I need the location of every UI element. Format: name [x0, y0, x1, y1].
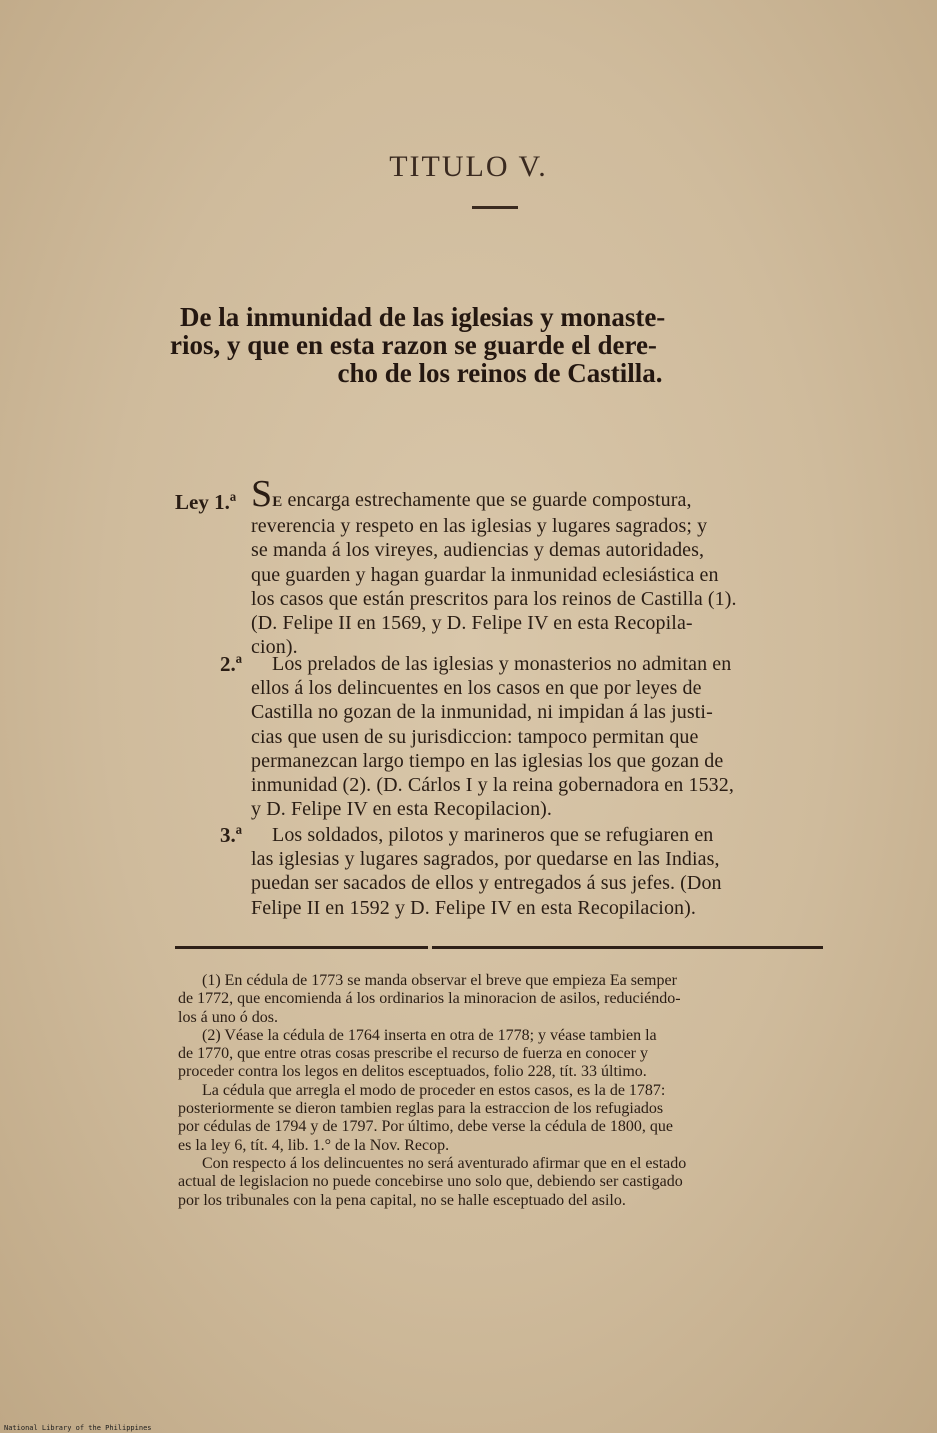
law-line — [251, 473, 826, 515]
law-line: las iglesias y lugares sagrados, por quedarse en las Indias, — [251, 848, 720, 871]
law-line: que guarden y hagan guardar la inmunidad eclesiástica en — [251, 563, 719, 586]
footnote-line: La cédula que arregla el modo de proceder en estos casos, es la de 1787: — [202, 1081, 666, 1099]
law-line: Felipe II en 1592 y D. Felipe IV en esta Recopilacion). — [251, 896, 697, 919]
subtitle-line: cho de los reinos de Castilla. — [337, 358, 663, 388]
footnote-line: actual de legislacion no puede concebirse uno solo que, debiendo ser castigado — [178, 1173, 683, 1191]
law-line: puedan ser sacados de ellos y entregados á sus jefes. (Don — [251, 872, 722, 895]
law-label: 2.ª — [220, 652, 243, 676]
section-subtitle — [170, 303, 830, 387]
law-line: cion). — [251, 636, 298, 659]
drop-cap: S — [251, 473, 273, 515]
footnote-line: de 1772, que encomienda á los ordinarios la minoracion de asilos, reduciéndo- — [178, 990, 681, 1008]
law-line: Los prelados de las iglesias y monasterios no admitan en — [272, 653, 732, 675]
law-line: se manda á los vireyes, audiencias y demas autoridades, — [251, 539, 705, 562]
footnote-line: (2) Véase la cédula de 1764 inserta en otra de 1778; y véase tambien la — [202, 1026, 657, 1044]
footnote-line: Con respecto á los delincuentes no será aventurado afirmar que en el estado — [202, 1154, 687, 1172]
footnotes — [178, 972, 830, 1210]
footnote-line: (1) En cédula de 1773 se manda observar el breve que empieza Ea semper — [202, 972, 677, 989]
law-text: encarga estrechamente que se guarde compostura, — [282, 489, 692, 511]
footnote-line: los á uno ó dos. — [178, 1008, 278, 1026]
law-line: inmunidad (2). (D. Cárlos I y la reina gobernadora en 1532, — [251, 774, 734, 796]
law-line: cias que usen de su jurisdiccion: tampoco permitan que — [251, 725, 699, 748]
footnote-line: por los tribunales con la pena capital, no se halle esceptuado del asilo. — [178, 1191, 626, 1209]
title-rule — [472, 206, 518, 209]
page-title: TITULO V. — [389, 150, 548, 183]
law-line: ellos á los delincuentes en los casos en que por leyes de — [251, 677, 702, 700]
law-line: y D. Felipe IV en esta Recopilacion). — [251, 798, 553, 821]
footnote-line: es la ley 6, tít. 4, lib. 1.° de la Nov. Recop. — [178, 1136, 450, 1154]
law-line: Castilla no gozan de la inmunidad, ni impidan á las justi- — [251, 701, 713, 724]
law-line: (D. Felipe II en 1569, y D. Felipe IV en esta Recopila- — [251, 612, 693, 635]
footnote-line: posteriormente se dieron tambien reglas para la estraccion de los refugiados — [178, 1100, 664, 1118]
law-line: los casos que están prescritos para los reinos de Castilla (1). — [251, 587, 737, 610]
law-label: Ley 1.ª — [175, 490, 237, 514]
library-credit: National Library of the Philippines — [4, 1424, 152, 1432]
small-caps: E — [272, 494, 283, 510]
subtitle-line: rios, y que en esta razon se guarde el dere- — [170, 330, 657, 360]
footnote-rule — [175, 946, 823, 949]
footnote-line: de 1770, que entre otras cosas prescribe el recurso de fuerza en conocer y — [178, 1045, 648, 1063]
subtitle-line: De la inmunidad de las iglesias y monaste- — [180, 302, 666, 332]
footnote-line: por cédulas de 1794 y de 1797. Por último, debe verse la cédula de 1800, que — [178, 1118, 673, 1136]
law-label: 3.ª — [220, 823, 243, 847]
law-line: permanezcan largo tiempo en las iglesias los que gozan de — [251, 749, 724, 772]
law-line: Los soldados, pilotos y marineros que se refugiaren en — [272, 824, 714, 846]
law-line: reverencia y respeto en las iglesias y lugares sagrados; y — [251, 515, 708, 538]
footnote-line: proceder contra los legos en delitos esceptuados, folio 228, tít. 33 último. — [178, 1063, 647, 1081]
